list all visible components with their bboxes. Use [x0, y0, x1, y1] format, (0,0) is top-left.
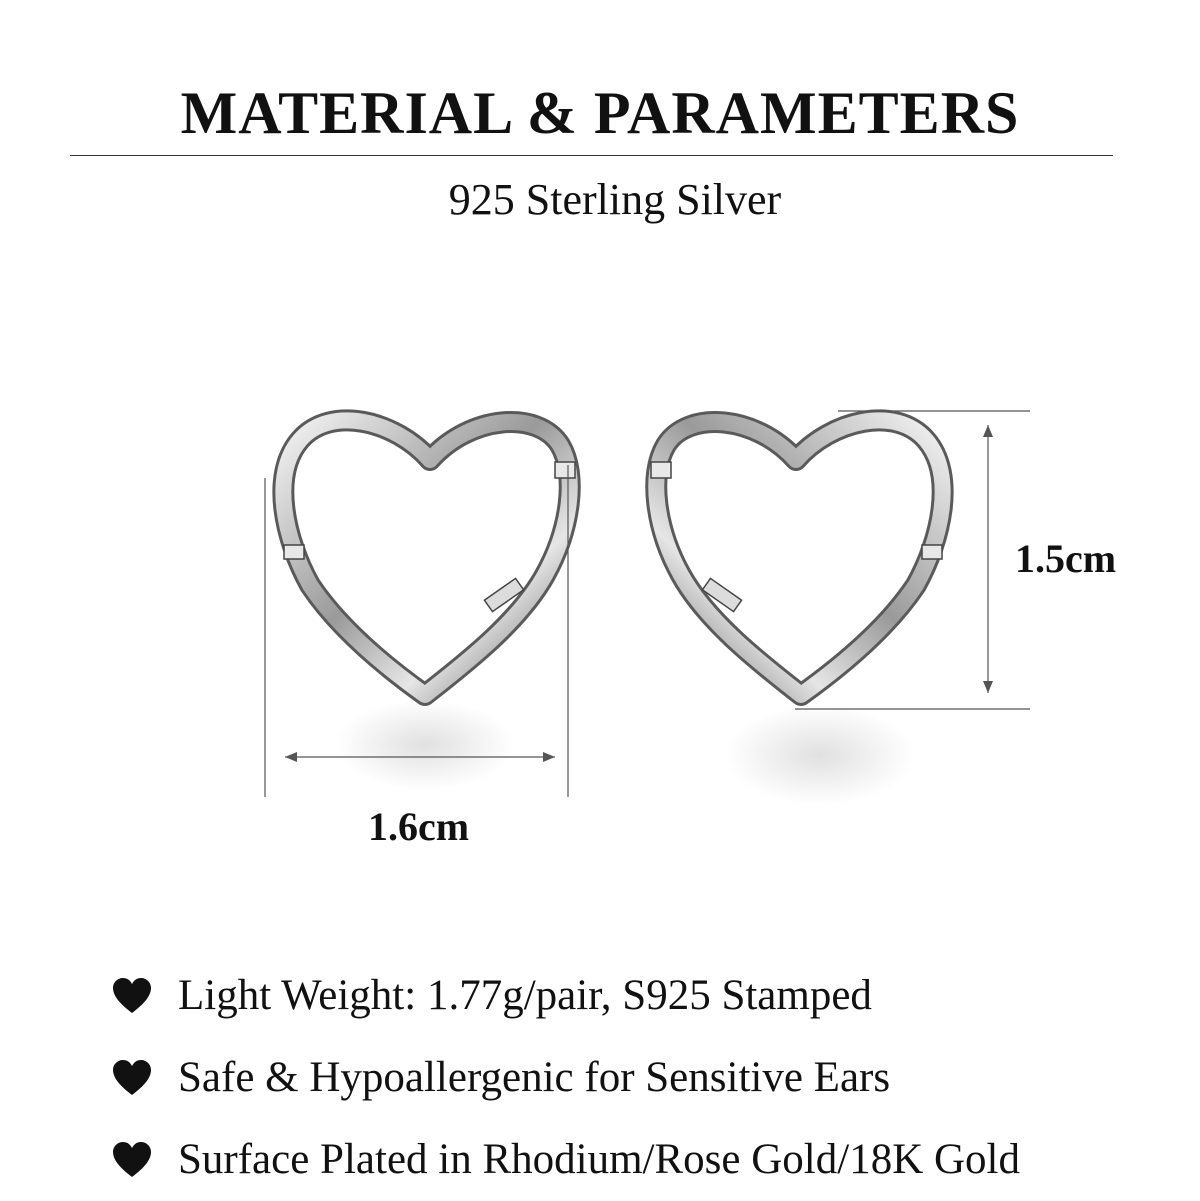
feature-item [112, 1119, 1192, 1201]
feature-text: Light Weight: 1.77g/pair, S925 Stamped [178, 972, 872, 1019]
heart-icon [112, 978, 152, 1014]
right-heart-earring [651, 420, 943, 695]
material-subtitle: 925 Sterling Silver [448, 175, 782, 224]
feature-item [112, 1037, 1192, 1119]
feature-item [112, 955, 1192, 1037]
heart-icon [112, 1060, 152, 1096]
feature-text: Safe & Hypoallergenic for Sensitive Ears [178, 1054, 891, 1101]
height-label: 1.5cm [1015, 536, 1117, 581]
heart-icon [112, 1142, 152, 1178]
left-heart-earring [283, 420, 575, 695]
page-title: MATERIAL & PARAMETERS [180, 80, 1020, 146]
feature-text: Surface Plated in Rhodium/Rose Gold/18K Gold [178, 1136, 1021, 1183]
feature-list [112, 955, 1192, 1201]
left-earring-reflection [335, 700, 515, 790]
width-label: 1.6cm [368, 804, 470, 849]
right-earring-reflection [725, 705, 915, 805]
